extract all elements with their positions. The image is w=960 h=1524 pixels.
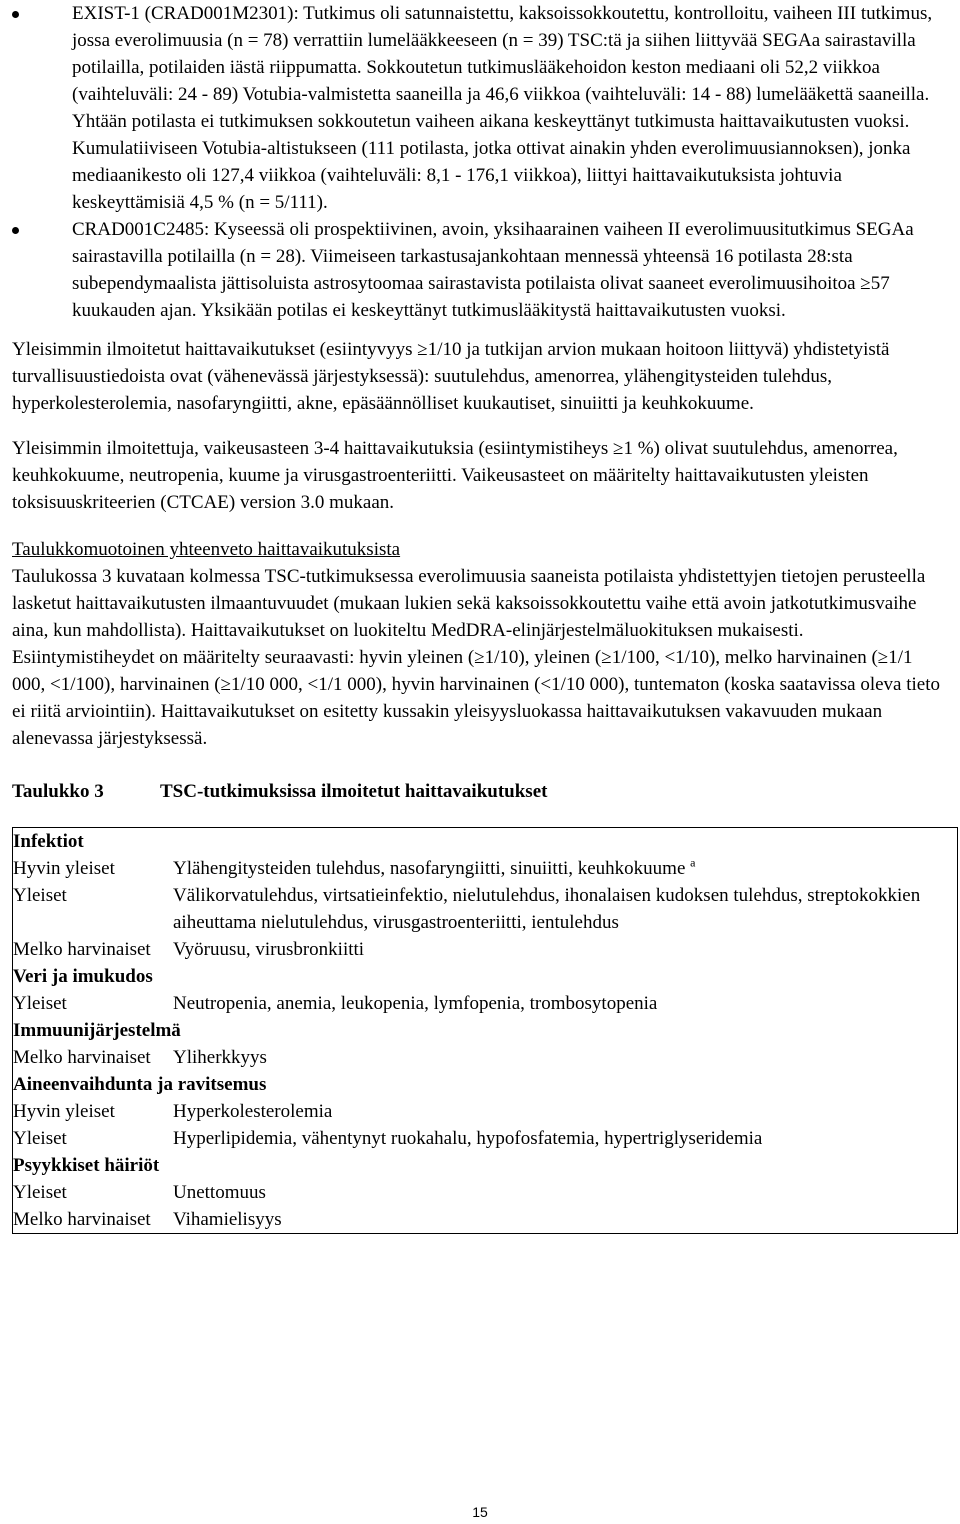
table-row [13, 1179, 958, 1206]
table-row [13, 936, 958, 963]
study-list [12, 0, 950, 324]
bullet-icon [12, 227, 19, 234]
table-frequency: Melko harvinaiset [13, 1047, 151, 1068]
table-effects: Hyperkolesterolemia [173, 1101, 333, 1122]
table-effects-cell [173, 1206, 958, 1234]
table-frequency: Yleiset [13, 1182, 67, 1203]
tabular-summary-section [12, 536, 950, 752]
study-crad-text: CRAD001C2485: Kyseessä oli prospektiivinen, avoin, yksihaarainen vaiheen II everolimuusitutkimus SEGAa sairastavilla potilailla (n = 28). Viimeiseen tarkastusajankohtaan mennessä yhteensä 16 potilasta 28:sta subependymaalista jättisoluista astrosytoomaa sairastavista potilaista olivat saaneet everolimuusihoitoa ≥57 kuukauden ajan. Yksikään potilas ei keskeyttänyt tutkimuslääkitystä haittavaikutusten vuoksi. [72, 219, 914, 321]
table-effects-cell [173, 1179, 958, 1206]
table-category-row [13, 1017, 958, 1044]
table-effects: Vihamielisyys [173, 1209, 282, 1230]
table-category: Veri ja imukudos [13, 966, 153, 987]
table-effects: Unettomuus [173, 1182, 266, 1203]
section-title: Taulukkomuotoinen yhteenveto haittavaikutuksista [12, 539, 401, 560]
table-effects-cell [173, 1098, 958, 1125]
table-effects-cell [173, 1044, 958, 1071]
table-frequency: Hyvin yleiset [13, 858, 115, 879]
table-row [13, 1044, 958, 1071]
table-frequency: Hyvin yleiset [13, 1101, 115, 1122]
table-effects-cell [173, 882, 958, 936]
table-effects: Ylähengitysteiden tulehdus, nasofaryngiitti, sinuiitti, keuhkokuume [173, 858, 686, 879]
document-page [12, 0, 950, 1234]
table-category-row [13, 963, 958, 990]
table-effects: Välikorvatulehdus, virtsatieinfektio, nielutulehdus, ihonalaisen kudoksen tulehdus, streptokokkien aiheuttama nielutulehdus, virusgastroenteriitti, ientulehdus [173, 885, 921, 933]
grade-adverse-effects-paragraph: Yleisimmin ilmoitettuja, vaikeusasteen 3-4 haittavaikutuksia (esiintymistiheys ≥1 %) olivat suutulehdus, amenorrea, keuhkokuume, neutropenia, kuume ja virusgastroenteriitti. Vaikeusasteet on määritelty haittavaikutusten yleisten toksisuuskriteerien (CTCAE) version 3.0 mukaan. [12, 438, 898, 513]
table-number: Taulukko 3 [12, 781, 104, 802]
table-effects-cell [173, 990, 958, 1017]
table-frequency: Melko harvinaiset [13, 1209, 151, 1230]
bullet-icon [12, 11, 19, 18]
table-frequency: Yleiset [13, 885, 67, 906]
table-effects-cell [173, 855, 958, 882]
list-item [12, 0, 950, 216]
table-category: Infektiot [13, 831, 84, 852]
table-row [13, 1098, 958, 1125]
list-item [12, 216, 950, 324]
page-number: 15 [472, 1504, 488, 1520]
table-effects: Yliherkkyys [173, 1047, 267, 1068]
table-frequency: Melko harvinaiset [13, 939, 151, 960]
table-category: Psyykkiset häiriöt [13, 1155, 160, 1176]
table-row [13, 1206, 958, 1234]
table-effects: Hyperlipidemia, vähentynyt ruokahalu, hypofosfatemia, hypertriglyseridemia [173, 1128, 763, 1149]
table-category: Immuunijärjestelmä [13, 1020, 181, 1041]
table-category-row [13, 828, 958, 856]
table-frequency: Yleiset [13, 1128, 67, 1149]
adverse-effects-table [12, 827, 958, 1234]
table-row [13, 855, 958, 882]
table-effects-cell [173, 1125, 958, 1152]
study-exist1-text: EXIST-1 (CRAD001M2301): Tutkimus oli satunnaistettu, kaksoissokkoutettu, kontrolloitu, vaiheen III tutkimus, jossa everolimuusia (n = 78) verrattiin lumelääkkeeseen (n = 39) TSC:tä ja siihen liittyvää SEGAa sairastavilla potilailla, potilaiden iästä riippumatta. Sokkoutetun tutkimuslääkehoidon keston mediaani oli 52,2 viikkoa (vaihteluväli: 24 - 89) Votubia-valmistetta saaneilla ja 46,6 viikkoa (vaihteluväli: 14 - 88) lumelääkettä saaneilla. Yhtään potilasta ei tutkimuksen sokkoutetun vaiheen aikana keskeyttänyt tutkimusta haittavaikutusten vuoksi. Kumulatiiviseen Votubia-altistukseen (111 potilasta, jotka ottivat ainakin yhden everolimuusiannoksen), jonka mediaanikesto oli 127,4 viikkoa (vaihteluväli: 8,1 - 176,1 viikkoa), liittyi haittavaikutuksista johtuvia keskeyttämisiä 4,5 % (n = 5/111). [72, 3, 933, 213]
table-frequency: Yleiset [13, 993, 67, 1014]
table-caption [12, 778, 950, 805]
table-effects: Vyöruusu, virusbronkiitti [173, 939, 365, 960]
table-title: TSC-tutkimuksissa ilmoitetut haittavaikutukset [160, 781, 548, 802]
table-row [13, 882, 958, 936]
section-body: Taulukossa 3 kuvataan kolmessa TSC-tutkimuksessa everolimuusia saaneista potilaista yhdistettyjen tietojen perusteella lasketut haittavaikutusten ilmaantuvuudet (mukaan lukien sekä kaksoissokkoutettu vaihe että avoin jatkotutkimusvaihe aina, kun mahdollista). Haittavaikutukset on luokiteltu MedDRA-elinjärjestelmäluokituksen mukaisesti. Esiintymistiheydet on määritelty seuraavasti: hyvin yleinen (≥1/10), yleinen (≥1/100, <1/10), melko harvinainen (≥1/1 000, <1/100), harvinainen (≥1/10 000, <1/1 000), hyvin harvinainen (<1/10 000), tuntematon (koska saatavissa oleva tieto ei riitä arviointiin). Haittavaikutukset on esitetty kussakin yleisyysluokassa haittavaikutuksen vakavuuden mukaan alenevassa järjestyksessä. [12, 566, 940, 749]
common-adverse-effects-paragraph: Yleisimmin ilmoitetut haittavaikutukset (esiintyvyys ≥1/10 ja tutkijan arvion mukaan hoitoon liittyvä) yhdistetyistä turvallisuustiedoista ovat (vähenevässä järjestyksessä): suutulehdus, amenorrea, ylähengitysteiden tulehdus, hyperkolesterolemia, nasofaryngiitti, akne, epäsäännölliset kuukautiset, sinuiitti ja keuhkokuume. [12, 339, 890, 414]
table-effects: Neutropenia, anemia, leukopenia, lymfopenia, trombosytopenia [173, 993, 658, 1014]
table-row [13, 990, 958, 1017]
table-effects-cell [173, 936, 958, 963]
table-category-row [13, 1152, 958, 1179]
footnote-marker: a [690, 855, 696, 870]
table-row [13, 1125, 958, 1152]
table-category-row [13, 1071, 958, 1098]
table-category: Aineenvaihdunta ja ravitsemus [13, 1074, 267, 1095]
